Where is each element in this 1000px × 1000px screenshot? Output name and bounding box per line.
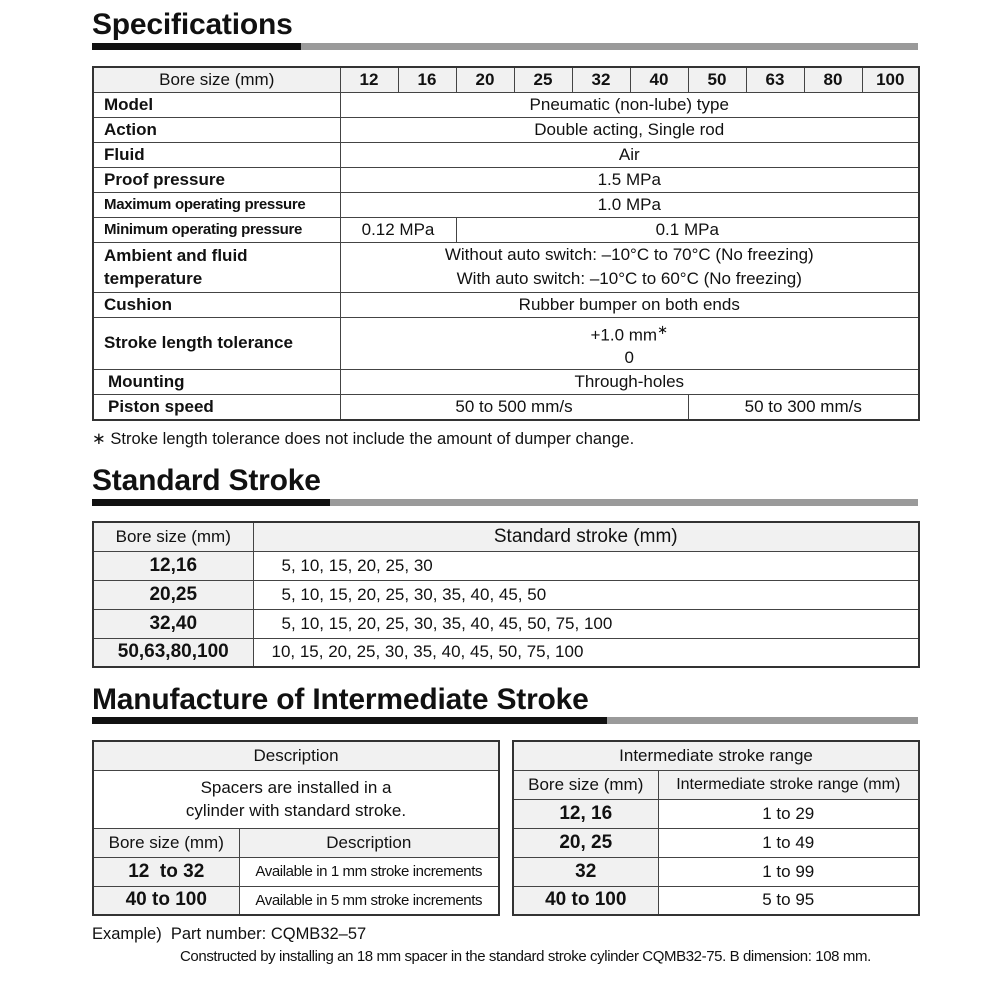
bore-size-header: Bore size (mm) (93, 67, 340, 92)
intermediate-description-table (92, 740, 500, 916)
stroke-row-bore: 12,16 (93, 551, 253, 580)
col-intermediate-range: Intermediate stroke range (mm) (658, 770, 919, 799)
label-model: Model (93, 92, 340, 117)
range-row-bore: 32 (513, 857, 658, 886)
value-ambient-line1: Without auto switch: –10°C to 70°C (No freezing) (444, 245, 814, 264)
label-min-pressure: Minimum operating pressure (93, 217, 340, 242)
bore-size-32: 32 (572, 67, 630, 92)
col-bore-size: Bore size (mm) (93, 522, 253, 551)
label-ambient-line1: Ambient and fluid (104, 246, 248, 265)
range-row-bore: 40 to 100 (513, 886, 658, 915)
description-header: Description (93, 741, 499, 770)
specifications-table (92, 66, 920, 421)
description-line1: Spacers are installed in a (200, 778, 392, 797)
bore-size-50: 50 (688, 67, 746, 92)
range-row-bore: 20, 25 (513, 828, 658, 857)
range-header: Intermediate stroke range (513, 741, 919, 770)
stroke-row-bore: 32,40 (93, 609, 253, 638)
stroke-row-bore: 50,63,80,100 (93, 638, 253, 667)
bore-size-16: 16 (398, 67, 456, 92)
standard-stroke-table (92, 521, 920, 668)
section-rule (92, 43, 918, 50)
label-mounting: Mounting (93, 370, 340, 395)
description-line2: cylinder with standard stroke. (185, 801, 407, 820)
stroke-row-bore: 20,25 (93, 580, 253, 609)
example-part-number: Example) Part number: CQMB32–57 (92, 925, 367, 943)
value-min-pressure-small: 0.12 MPa (340, 217, 456, 242)
label-ambient-line2: temperature (104, 269, 203, 288)
stroke-row-values: 5, 10, 15, 20, 25, 30, 35, 40, 45, 50 (253, 580, 919, 609)
range-row-value: 5 to 95 (658, 886, 919, 915)
range-row-value: 1 to 29 (658, 799, 919, 828)
col-description: Description (239, 828, 499, 857)
section-title-intermediate-stroke: Manufacture of Intermediate Stroke (92, 683, 589, 716)
label-piston-speed: Piston speed (93, 395, 340, 420)
bore-size-20: 20 (456, 67, 514, 92)
bore-size-80: 80 (804, 67, 862, 92)
increment-row-bore: 40 to 100 (93, 886, 239, 915)
value-stroke-tol-lower: 0 (624, 348, 634, 368)
section-rule (92, 499, 918, 506)
asterisk-mark: ∗ (657, 321, 668, 337)
intermediate-range-table (512, 740, 920, 916)
value-cushion: Rubber bumper on both ends (340, 292, 919, 317)
value-proof-pressure: 1.5 MPa (340, 167, 919, 192)
specifications-footnote: ∗ Stroke length tolerance does not include the amount of dumper change. (92, 430, 635, 448)
section-rule (92, 717, 918, 724)
value-mounting: Through-holes (340, 370, 919, 395)
description-text (93, 770, 499, 828)
label-action: Action (93, 117, 340, 142)
value-max-pressure: 1.0 MPa (340, 192, 919, 217)
label-proof-pressure: Proof pressure (93, 167, 340, 192)
bore-size-40: 40 (630, 67, 688, 92)
increment-row-desc: Available in 1 mm stroke increments (239, 857, 499, 886)
label-fluid: Fluid (93, 142, 340, 167)
value-action: Double acting, Single rod (340, 117, 919, 142)
value-fluid: Air (340, 142, 919, 167)
section-title-standard-stroke: Standard Stroke (92, 464, 321, 497)
increment-row-bore: 12 to 32 (93, 857, 239, 886)
col-bore-size: Bore size (mm) (513, 770, 658, 799)
value-model: Pneumatic (non-lube) type (340, 92, 919, 117)
value-piston-speed-large: 50 to 300 mm/s (688, 395, 919, 420)
col-standard-stroke: Standard stroke (mm) (253, 522, 919, 551)
label-cushion: Cushion (93, 292, 340, 317)
stroke-row-values: 10, 15, 20, 25, 30, 35, 40, 45, 50, 75, 100 (253, 638, 919, 667)
col-bore-size: Bore size (mm) (93, 828, 239, 857)
value-stroke-tol-upper: +1.0 mm (590, 325, 658, 345)
stroke-row-values: 5, 10, 15, 20, 25, 30, 35, 40, 45, 50, 75, 100 (253, 609, 919, 638)
range-row-bore: 12, 16 (513, 799, 658, 828)
range-row-value: 1 to 49 (658, 828, 919, 857)
label-max-pressure: Maximum operating pressure (93, 192, 340, 217)
value-stroke-tolerance (340, 317, 919, 370)
label-ambient-temperature (93, 242, 340, 292)
value-ambient-line2: With auto switch: –10°C to 60°C (No freezing) (456, 269, 802, 288)
value-min-pressure-large: 0.1 MPa (456, 217, 919, 242)
increment-row-desc: Available in 5 mm stroke increments (239, 886, 499, 915)
bore-size-100: 100 (862, 67, 919, 92)
stroke-row-values: 5, 10, 15, 20, 25, 30 (253, 551, 919, 580)
label-stroke-tolerance: Stroke length tolerance (93, 317, 340, 370)
bore-size-63: 63 (746, 67, 804, 92)
bore-size-12: 12 (340, 67, 398, 92)
section-title-specifications: Specifications (92, 8, 293, 41)
bore-size-25: 25 (514, 67, 572, 92)
range-row-value: 1 to 99 (658, 857, 919, 886)
example-explanation: Constructed by installing an 18 mm spacer in the standard stroke cylinder CQMB32-75. B dimension: 108 mm. (180, 948, 871, 965)
value-piston-speed-small: 50 to 500 mm/s (340, 395, 688, 420)
value-ambient-temperature (340, 242, 919, 292)
